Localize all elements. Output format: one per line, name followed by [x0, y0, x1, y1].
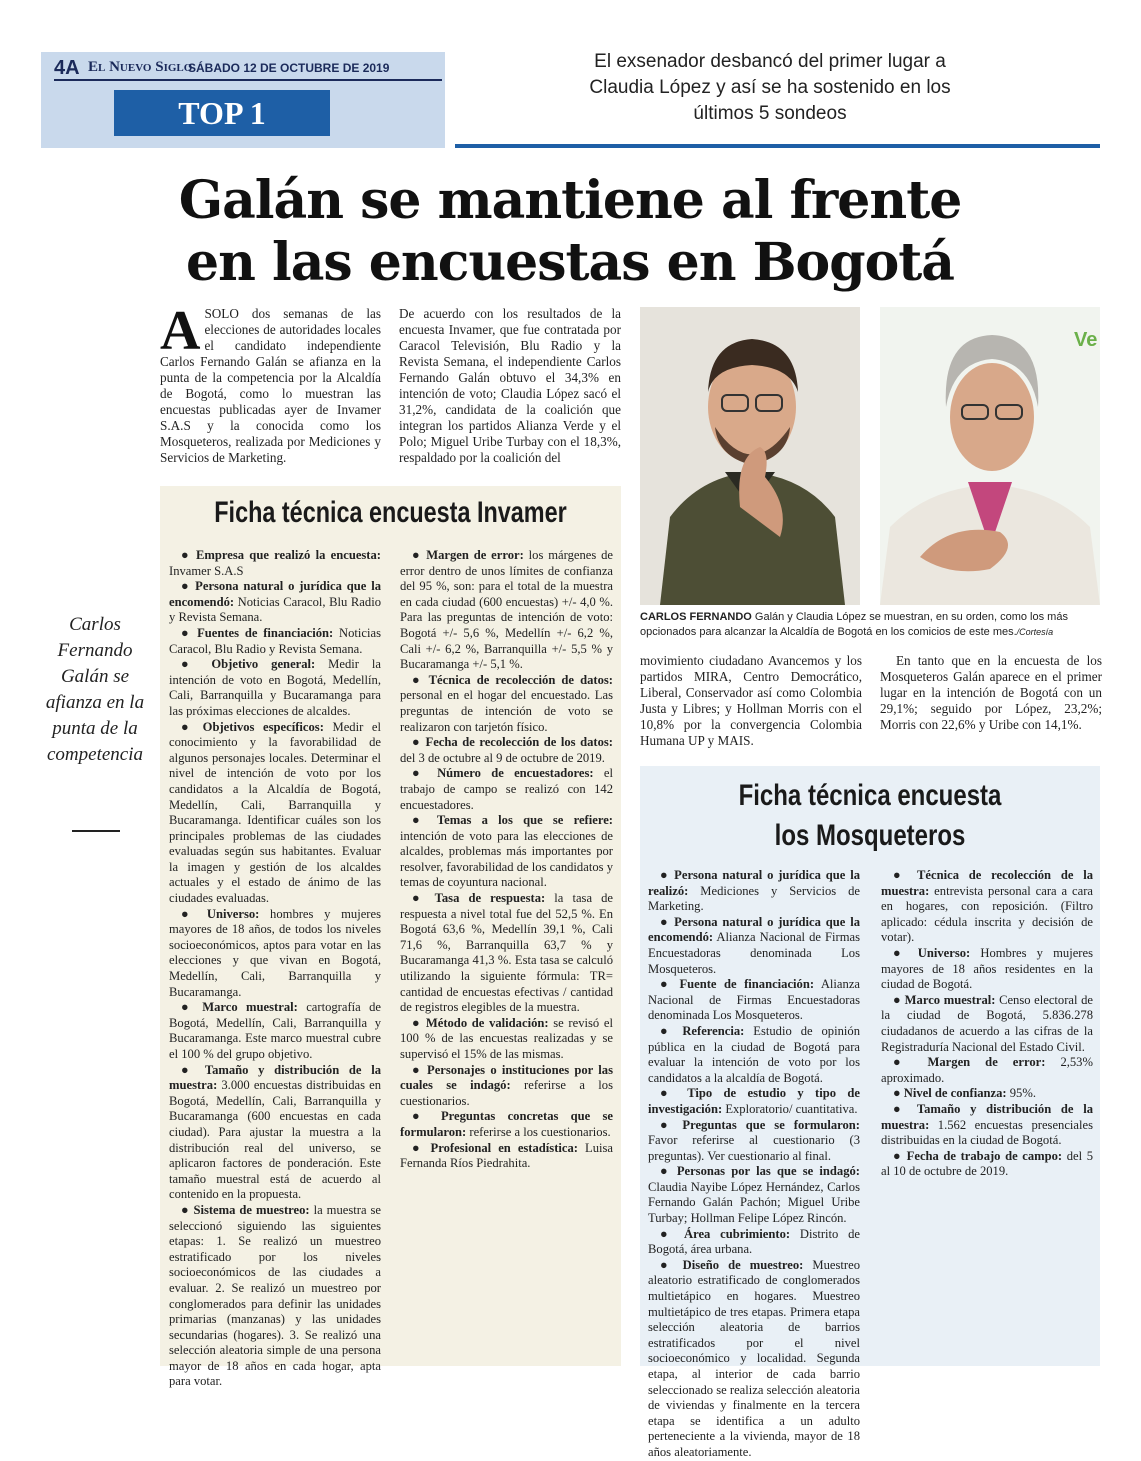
ficha-item: [400, 548, 613, 673]
ficha-item: [648, 915, 860, 977]
bullet-icon: ●: [181, 579, 196, 594]
ficha-item-text: 2,53% aproximado.: [881, 1055, 1093, 1085]
ficha-item-label: Fuentes de financiación:: [197, 625, 334, 640]
ficha-item: [400, 735, 613, 766]
portrait-woman-photo: [880, 307, 1100, 605]
ficha-item: [648, 1024, 860, 1086]
ficha-item-text: 1.562 encuestas presenciales distribuidas en la ciudad de Bogotá.: [881, 1117, 1093, 1148]
ficha-item-text: Medir el conocimiento y la favorabilidad de algunos personajes locales. Determinar el nivel de intención de voto por los candidatos a la Alcaldía de Bogotá, Medellín, Cali, Barranquilla y Bucaramanga. Identificar cuáles son los principales problemas de las ciudades evaluadas según sus habitantes. Evaluar la imagen y gestión de los alcaldes actuales y el estado de ánimo de las ciudades evaluadas.: [169, 719, 381, 906]
bullet-icon: ●: [660, 1117, 683, 1132]
ficha-item-label: Técnica de recolección de la muestra:: [881, 868, 1093, 898]
ficha-item-text: 3.000 encuestas distribuidas en Bogotá, Medellín, Cali, Barranquilla y Bucaramanga (600 encuestas en cada ciudad). Para ajustar la muestra a la distribución real del universo, se aplicaron factores de ponderación. Este tamaño muestral está de acuerdo al contenido en la propuesta.: [169, 1078, 381, 1202]
backdrop-logo-text: Ve: [1074, 329, 1098, 351]
ficha-item-label: Preguntas que se formularon:: [682, 1117, 860, 1132]
ficha-item-label: Margen de error:: [927, 1055, 1046, 1070]
caption-name: CARLOS FERNANDO: [640, 611, 752, 623]
ficha-item-label: Profesional en estadística:: [430, 1140, 578, 1155]
ficha-item-text: Noticias Caracol, Blu Radio y Revista Semana.: [169, 625, 381, 656]
bullet-icon: ●: [660, 868, 675, 882]
ficha-item-label: Nivel de confianza:: [903, 1086, 1007, 1101]
ficha-item: [169, 579, 381, 626]
bullet-icon: ●: [412, 1062, 428, 1077]
ficha-item-label: Persona natural o jurídica que la encomendó:: [648, 914, 860, 945]
page-number: 4A: [54, 57, 80, 79]
ficha-item-label: Persona natural o jurídica que la encomendó:: [169, 579, 381, 609]
drop-cap: A: [160, 300, 201, 362]
bullet-icon: ●: [181, 625, 198, 640]
ficha-item: [648, 1164, 860, 1226]
bullet-icon: ●: [412, 548, 427, 562]
ficha-item: [400, 766, 613, 813]
ficha-item-label: Fecha de recolección de los datos:: [425, 735, 613, 750]
kicker-text: El exsenador desbancó del primer lugar a Claudia López y así se ha sostenido en los últimos 5 sondeos: [589, 51, 951, 124]
issue-date: SÁBADO 12 DE OCTUBRE DE 2019: [188, 61, 390, 75]
ficha-item-label: Tipo de estudio y tipo de investigación:: [648, 1086, 860, 1116]
ficha-item-text: Alianza Nacional de Firmas Encuestadoras denominada Los Mosqueteros.: [648, 977, 860, 1023]
ficha-item: [400, 673, 613, 735]
ficha-item-text: la muestra se seleccionó siguiendo las siguientes etapas: 1. Se realizó un muestreo estratificado por los niveles socioeconómicos de las ciudades a evaluar. 2. Se realizó un muestreo por conglomerados para definir las unidades primarias (manzanas) y las unidades secundarias (hogares). 3. Se realizó una selección aleatoria simple de una persona mayor de 18 años en cada hogar, apta para votar.: [169, 1202, 382, 1389]
ficha-mosqueteros-title-line1: Ficha técnica encuesta: [738, 779, 1002, 812]
ficha-item-label: Margen de error:: [426, 548, 524, 562]
ficha-item-label: Fuente de financiación:: [679, 977, 815, 992]
ficha-item: [648, 868, 860, 915]
ficha-item-text: Luisa Fernanda Ríos Piedrahita.: [400, 1140, 613, 1171]
portrait-woman-illustration: [880, 307, 1100, 605]
ficha-item-text: Distrito de Bogotá, área urbana.: [648, 1226, 860, 1257]
ficha-item-label: Técnica de recolección de datos:: [428, 672, 613, 687]
ficha-item: [400, 1016, 613, 1063]
caption-credit: /Cortesía: [1016, 627, 1054, 637]
ficha-item-text: Claudia Nayibe López Hernández, Carlos Fernando Galán Pachón; Miguel Uribe Turbay; Hollman Felipe López Rincón.: [648, 1179, 860, 1226]
ficha-item-label: Tasa de respuesta:: [434, 891, 546, 906]
ficha-item-label: Objetivos específicos:: [202, 719, 324, 734]
ficha-item-text: los márgenes de error dentro de unos límites de confianza del 95 %, son: para el total de la muestra en cada ciudad (600 encuestas) +/- 4,0 %. Para las preguntas de intención de voto: Bogotá +/- 5,6 %, Medellín +/- 6,2 %, Cali +/- 6,2 %, Barranquilla +/- 5,5 % y Bucaramanga +/- 5,1 %.: [400, 548, 613, 672]
ficha-item: [881, 1086, 1093, 1102]
ficha-item: [169, 1063, 381, 1203]
ficha-item-text: la tasa de respuesta a nivel total fue del 52,5 %. En Bogotá 63,6 %, Medellín 39,1 %, Cali 71,6 %, Barranquilla 63,7 % y Bucaramanga 41,3 %. Esta tasa se calculó utilizando la siguiente fórmula: TR= cantidad de encuestas efectivas / cantidad de registros elegibles de la muestra.: [400, 891, 613, 1015]
ficha-item: [881, 946, 1093, 993]
bullet-icon: ●: [893, 1086, 904, 1101]
ficha-item-text: Favor referirse al cuestionario (3 preguntas). Ver cuestionario al final.: [648, 1133, 860, 1163]
ficha-item: [648, 1258, 860, 1461]
ficha-item-label: Personajes o instituciones por las cuales se indagó:: [400, 1062, 613, 1093]
bullet-icon: ●: [181, 906, 207, 921]
ficha-item-label: Área cubrimiento:: [684, 1226, 791, 1241]
kicker-rule: [455, 144, 1100, 148]
ficha-item-label: Sistema de muestreo:: [193, 1202, 310, 1217]
article-text-1: SOLO dos semanas de las elecciones de autoridades locales el candidato independiente Carlos Fernando Galán se afianza en la punta de la competencia por la Alcaldía de Bogotá, como lo muestran las encuestas publicadas ayer de Invamer S.A.S y la conocida como los Mosqueteros, realizada por Mediciones y Servicios de Marketing.: [160, 306, 381, 465]
bullet-icon: ●: [412, 813, 437, 828]
ficha-item-text: del 3 de octubre al 9 de octubre de 2019.: [400, 750, 605, 765]
ficha-item-label: Universo:: [206, 906, 260, 921]
ficha-item-label: Referencia:: [682, 1023, 745, 1038]
bullet-icon: ●: [893, 1101, 917, 1116]
bullet-icon: ●: [412, 1140, 431, 1155]
bullet-icon: ●: [412, 735, 426, 750]
section-tag: TOP 1: [114, 90, 330, 136]
ficha-item-text: Censo electoral de la ciudad de Bogotá, 5.836.278 ciudadanos de acuerdo a las cifras de la Registraduría Nacional del Estado Civil.: [881, 992, 1093, 1054]
ficha-item-text: Muestreo aleatorio estratificado de conglomerados multietápico en hogares. Muestreo multietápico de tres etapas. Primera etapa selección aleatoria de barrios estratificados por el nivel socioeconómico y localidad. Segunda etapa, al interior de cada barrio seleccionado se realiza selección aleatoria de viviendas y finalmente en la tercera etapa se identifica a un adulto perteneciente a la vivienda, mayor de 18 años aleatoriamente.: [648, 1257, 860, 1459]
ficha-item: [169, 657, 381, 719]
ficha-invamer-col-2: [400, 548, 613, 1172]
header-divider: [54, 79, 442, 81]
bullet-icon: ●: [660, 1257, 683, 1272]
ficha-item: [400, 813, 613, 891]
ficha-item-text: Exploratorio/ cuantitativa.: [722, 1101, 858, 1116]
ficha-item-text: Invamer S.A.S: [169, 563, 244, 578]
caption-text: Galán y Claudia López se muestran, en su orden, como los más opcionados para alcanzar la Alcaldía de Bogotá en los comicios de este mes.: [640, 611, 1068, 638]
ficha-mosqueteros-title-line2: los Mosqueteros: [774, 819, 966, 852]
ficha-item: [881, 1055, 1093, 1086]
ficha-item-text: referirse a los cuestionarios.: [400, 1078, 613, 1108]
ficha-item-text: intención de voto para las elecciones de alcaldes, problemas más importantes por resolver, favorabilidad de los candidatos y temas de coyuntura nacional.: [400, 828, 613, 890]
pull-quote: Carlos Fernando Galán se afianza en la punta de la competencia: [45, 614, 145, 765]
ficha-item: [169, 720, 381, 907]
ficha-item: [400, 1063, 613, 1110]
bullet-icon: ●: [412, 672, 429, 687]
bullet-icon: ●: [660, 914, 675, 929]
ficha-item-label: Fecha de trabajo de campo:: [906, 1148, 1063, 1163]
article-column-4: En tanto que en la encuesta de los Mosqueteros Galán aparece en el primer lugar en la intención de Bogotá con un 29,1%; seguido por López, 23,2%; Morris con 22,6% y Uribe con 14,1%.: [880, 653, 1102, 732]
ficha-item: [400, 1141, 613, 1172]
ficha-item-label: Objetivo general:: [211, 657, 316, 672]
ficha-item-label: Diseño de muestreo:: [682, 1257, 804, 1272]
ficha-item-text: hombres y mujeres mayores de 18 años, de todos los niveles socioeconómicos, aptos para votar en las elecciones y que vivan en Bogotá, Medellín, Cali, Barranquilla y Bucaramanga.: [169, 906, 381, 999]
bullet-icon: ●: [893, 1055, 928, 1070]
ficha-item: [648, 1086, 860, 1117]
bullet-icon: ●: [660, 1086, 688, 1101]
ficha-item-label: Número de encuestadores:: [437, 766, 594, 781]
ficha-item: [169, 626, 381, 657]
ficha-item-label: Temas a los que se refiere:: [436, 813, 613, 828]
ficha-item: [400, 891, 613, 1016]
bullet-icon: ●: [181, 1000, 203, 1015]
bullet-icon: ●: [412, 1109, 441, 1124]
ficha-item-text: referirse a los cuestionarios.: [466, 1124, 611, 1139]
ficha-item-text: Medir la intención de voto en Bogotá, Medellín, Cali, Barranquilla y Bucaramanga para las próximas elecciones de alcaldes.: [169, 657, 381, 718]
ficha-item-label: Empresa que realizó la encuesta:: [196, 548, 381, 562]
ficha-item-label: Preguntas concretas que se formularon:: [400, 1109, 613, 1139]
ficha-item: [169, 548, 381, 579]
ficha-item-label: Tamaño y distribución de la muestra:: [169, 1062, 381, 1093]
ficha-item-text: personal en el hogar del encuestado. Las preguntas de intención de voto se realizaron con tarjetón físico.: [400, 688, 613, 734]
ficha-item-text: el trabajo de campo se realizó con 142 encuestadores.: [400, 766, 613, 812]
ficha-invamer-col-1: [169, 548, 381, 1390]
ficha-mosqueteros-col-2: [881, 868, 1093, 1180]
ficha-item: [648, 1118, 860, 1165]
ficha-item-text: Alianza Nacional de Firmas Encuestadoras denominada Los Mosqueteros.: [648, 930, 860, 976]
portrait-man-illustration: [640, 307, 860, 605]
ficha-item-text: Noticias Caracol, Blu Radio y Revista Semana.: [169, 594, 381, 625]
ficha-item: [169, 1203, 381, 1390]
ficha-item-label: Personas por las que se indagó:: [676, 1164, 860, 1179]
bullet-icon: ●: [181, 719, 203, 734]
photo-caption: [640, 610, 1100, 640]
bullet-icon: ●: [412, 1015, 426, 1030]
ficha-item-label: Marco muestral:: [904, 992, 996, 1007]
article-column-3: movimiento ciudadano Avancemos y los partidos MIRA, Centro Democrático, Liberal, Conservador así como Colombia Justa y Libres; y Hollman Morris con el 10,8% por la convergencia Colombia Humana UP y MAIS.: [640, 653, 862, 748]
ficha-item-text: Estudio de opinión pública en la ciudad de Bogotá para evaluar la intención de voto por los candidatos a la alcaldía de Bogotá.: [648, 1023, 860, 1085]
ficha-mosqueteros-title: [686, 776, 1054, 856]
bullet-icon: ●: [181, 1202, 194, 1217]
ficha-item: [881, 993, 1093, 1055]
bullet-icon: ●: [181, 1062, 205, 1077]
bullet-icon: ●: [412, 891, 435, 906]
ficha-item: [881, 868, 1093, 946]
bullet-icon: ●: [660, 1164, 677, 1179]
bullet-icon: ●: [660, 977, 680, 992]
portrait-man-photo: [640, 307, 860, 605]
bullet-icon: ●: [181, 657, 212, 672]
article-column-2: De acuerdo con los resultados de la encuesta Invamer, que fue contratada por Caracol Televisión, Blu Radio y la Revista Semana, el independiente Carlos Fernando Galán obtuvo el 34,3% en intención de voto; Claudia López sacó el 31,2%, candidata de la coalición que integran los partidos Alianza Verde y el Polo; Miguel Uribe Turbay con el 18,3%, respaldado por la coalición del: [399, 306, 621, 465]
bullet-icon: ●: [893, 868, 918, 882]
bullet-icon: ●: [660, 1226, 684, 1241]
ficha-item: [648, 977, 860, 1024]
ficha-item-label: Método de validación:: [425, 1015, 549, 1030]
ficha-item: [169, 1000, 381, 1062]
newspaper-name: El Nuevo Siglo: [88, 59, 193, 75]
bullet-icon: ●: [660, 1023, 683, 1038]
bullet-icon: ●: [893, 945, 918, 960]
ficha-invamer-title: Ficha técnica encuesta Invamer: [214, 496, 567, 529]
ficha-item-label: Marco muestral:: [202, 1000, 298, 1015]
headline: Galán se mantiene al frente en las encuestas en Bogotá: [178, 170, 962, 293]
ficha-item: [881, 1149, 1093, 1180]
ficha-item-label: Universo:: [917, 945, 971, 960]
bullet-icon: ●: [893, 992, 905, 1007]
ficha-item-text: Mediciones y Servicios de Marketing.: [648, 883, 860, 914]
ficha-item-text: 95%.: [1006, 1086, 1036, 1101]
ficha-item-text: se revisó el 100 % de las encuestas realizadas y se supervisó el 15% de las mismas.: [400, 1015, 613, 1061]
ficha-item: [169, 907, 381, 1001]
ficha-item: [648, 1227, 860, 1258]
article-column-1: [160, 300, 381, 466]
ficha-mosqueteros-col-1: [648, 868, 860, 1461]
ficha-item-text: cartografía de Bogotá, Medellín, Cali, Barranquilla y Bucaramanga. Este marco muestral cubre el 100 % del grupo objetivo.: [169, 1000, 381, 1061]
ficha-item-label: Tamaño y distribución de la muestra:: [881, 1101, 1093, 1132]
bullet-icon: ●: [412, 766, 438, 781]
bullet-icon: ●: [893, 1148, 907, 1163]
ficha-item: [400, 1109, 613, 1140]
ficha-item-text: del 5 al 10 de octubre de 2019.: [881, 1148, 1094, 1179]
ficha-item-label: Persona natural o jurídica que la realizó:: [648, 868, 860, 898]
pull-quote-rule: [72, 830, 120, 832]
bullet-icon: ●: [181, 548, 196, 562]
ficha-item-text: entrevista personal cara a cara en hogares, con reposición. (Filtro aplicado: cédula inscrita y decisión de votar).: [881, 883, 1093, 945]
ficha-item-text: Hombres y mujeres mayores de 18 años residentes en la ciudad de Bogotá.: [881, 945, 1093, 992]
ficha-item: [881, 1102, 1093, 1149]
